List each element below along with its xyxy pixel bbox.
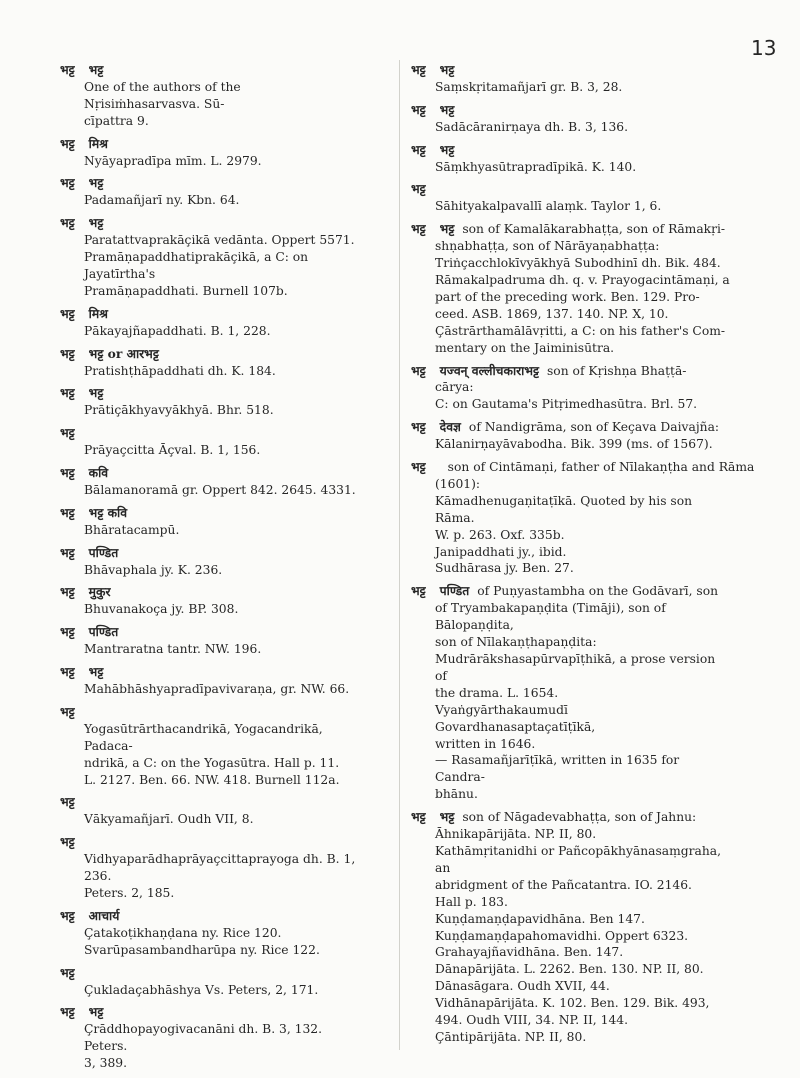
entry-text <box>84 79 360 130</box>
entry-line: Vyaṅgyārthakaumudī Govardhanasaptaçatīṭīkā, <box>435 702 596 734</box>
entry-tag: भट्ट <box>60 504 75 520</box>
entry-text <box>84 811 360 828</box>
entry-inline-text: of Nandigrāma, son of Keçava Daivajña: <box>468 420 720 435</box>
entry-tag: भट्ट <box>60 584 75 600</box>
entry-tag: भट्ट <box>411 221 426 237</box>
entry-heading <box>411 809 731 826</box>
entry-tag: भट्ट <box>60 465 75 481</box>
dictionary-entry <box>60 965 360 999</box>
entry-line: Bhāratacampū. <box>84 522 180 537</box>
entry-tag: भट्ट <box>60 544 75 560</box>
entry-line: of Tryambakapaṇḍita (Timāji), son of Bālopaṇḍita, <box>435 601 666 633</box>
page-number: 13 <box>751 36 777 60</box>
entry-heading <box>60 704 360 721</box>
dictionary-entry <box>411 583 731 803</box>
entry-text <box>84 232 360 300</box>
entry-tag: भट्ट <box>411 809 426 825</box>
entry-line: Sadācāranirṇaya dh. B. 3, 136. <box>435 119 629 134</box>
entry-line: Pākayajñapaddhati. B. 1, 228. <box>84 323 271 338</box>
entry-line: W. p. 263. Oxf. 335b. <box>435 527 565 542</box>
entry-line: abridgment of the Pañcatantra. IO. 2146. <box>435 877 692 892</box>
entry-heading <box>60 505 360 522</box>
entry-headword: भट्ट <box>439 809 455 825</box>
entry-tag: भट्ट <box>60 1004 75 1020</box>
entry-tag: भट्ट <box>411 362 426 378</box>
entry-tag: भट्ट <box>411 419 426 435</box>
dictionary-entry <box>60 834 360 902</box>
entry-heading <box>60 624 360 641</box>
entry-tag: भट्ट <box>411 583 426 599</box>
entry-text <box>435 79 731 96</box>
entry-tag: भट्ट <box>60 305 75 321</box>
entry-heading <box>60 584 360 601</box>
entry-line: Sāṃkhyasūtrapradīpikā. K. 140. <box>435 159 637 174</box>
entry-line: shṇabhaṭṭa, son of Nārāyaṇabhaṭṭa: <box>435 239 660 254</box>
entry-text <box>84 681 360 698</box>
entry-heading <box>60 465 360 482</box>
entry-inline-text: son of Cintāmaṇi, father of Nīlakaṇṭha and Rāma <box>447 460 755 475</box>
entry-line: the drama. L. 1654. <box>435 685 559 700</box>
entry-text <box>435 436 731 453</box>
entry-line: Sāhityakalpavallī alaṃk. Taylor 1, 6. <box>435 199 662 214</box>
entry-heading <box>60 664 360 681</box>
entry-text <box>84 925 360 959</box>
entry-line: Pramāṇapaddhatiprakāçikā, a C: on Jayatīrtha's <box>84 250 309 281</box>
entry-heading <box>60 425 360 442</box>
entry-heading <box>60 306 360 323</box>
entry-inline-text: son of Kṛishṇa Bhaṭṭā- <box>547 363 687 378</box>
dictionary-entry <box>60 385 360 419</box>
entry-line: part of the preceding work. Ben. 129. Pro- <box>435 289 700 304</box>
dictionary-entry <box>60 175 360 209</box>
dictionary-entry <box>60 624 360 658</box>
entry-tag: भट्ट <box>60 794 75 810</box>
entry-inline-text: of Puṇyastambha on the Godāvarī, son <box>477 584 719 599</box>
entry-headword: भट्ट or आरभट्ट <box>88 345 159 361</box>
dictionary-entry <box>60 794 360 828</box>
dictionary-entry <box>60 908 360 959</box>
dictionary-entry <box>411 142 731 176</box>
entry-line: cīpattra 9. <box>84 113 149 128</box>
entry-tag: भट्ट <box>411 101 426 117</box>
entry-tag: भट्ट <box>60 215 75 231</box>
entry-text <box>84 562 360 579</box>
entry-tag: भट्ट <box>60 907 75 923</box>
entry-line: Triṅçacchlokīvyākhyā Subodhinī dh. Bik. 484. <box>435 256 721 271</box>
entry-line: Kathāmṛitanidhi or Pañcopākhyānasaṃgraha, an <box>435 843 722 875</box>
entry-line: Vidhyaparādhaprāyaçcittaprayoga dh. B. 1, 236. <box>84 852 356 884</box>
entry-heading <box>60 136 360 153</box>
entry-text <box>84 482 360 499</box>
dictionary-entry <box>60 664 360 698</box>
entry-tag: भट्ट <box>411 181 426 197</box>
entry-headword: पण्डित <box>88 544 119 560</box>
entry-line: Çatakoṭikhaṇḍana ny. Rice 120. <box>84 925 282 940</box>
dictionary-entry <box>60 704 360 789</box>
entry-headword: भट्ट <box>88 62 104 77</box>
dictionary-entry <box>411 181 731 215</box>
entry-heading <box>411 221 731 238</box>
entry-heading <box>411 181 731 198</box>
entry-tag: भट्ट <box>60 664 75 680</box>
entry-tag: भट्ट <box>60 425 75 441</box>
entry-text <box>84 1021 360 1072</box>
entry-line: Dānapārijāta. L. 2262. Ben. 130. NP. II, 80. <box>435 962 704 977</box>
entry-text <box>84 641 360 658</box>
entry-heading <box>60 175 360 192</box>
entry-heading <box>60 794 360 811</box>
entry-line: mentary on the Jaiminisūtra. <box>435 340 615 355</box>
entry-text <box>435 600 731 803</box>
entry-headword: भट्ट <box>88 1004 104 1020</box>
entry-text <box>84 153 360 170</box>
entry-tag: भट्ट <box>60 175 75 191</box>
entry-line: Janipaddhati jy., ibid. <box>435 544 567 559</box>
entry-headword: भट्ट <box>88 385 104 401</box>
dictionary-entry <box>60 306 360 340</box>
entry-heading <box>60 834 360 851</box>
entry-heading <box>411 419 731 436</box>
entry-inline-text: son of Nāgadevabhaṭṭa, son of Jahnu: <box>462 810 697 825</box>
dictionary-entry <box>60 465 360 499</box>
entry-text <box>84 363 360 380</box>
entry-headword: भट्ट <box>88 664 104 680</box>
entry-text <box>84 442 360 459</box>
entry-headword: कवि <box>88 465 109 481</box>
entry-line: Çāstrārthamālāvṛitti, a C: on his father's Com- <box>435 323 726 338</box>
entry-line: 3, 389. <box>84 1056 128 1071</box>
entry-line: Rāmakalpadruma dh. q. v. Prayogacintāmaṇi, a <box>435 272 730 287</box>
entry-line: Bhuvanakoça jy. BP. 308. <box>84 602 239 617</box>
entry-text <box>84 851 360 902</box>
dictionary-entry <box>411 419 731 453</box>
entry-headword: यज्वन् वल्लीचकाराभट्ट <box>439 362 539 378</box>
entry-text <box>84 192 360 209</box>
dictionary-entry <box>60 1004 360 1072</box>
entry-heading <box>60 346 360 363</box>
dictionary-entry <box>60 425 360 459</box>
entry-line: Hall p. 183. <box>435 894 508 909</box>
entry-line: Pratishṭhāpaddhati dh. K. 184. <box>84 363 276 378</box>
entry-tag: भट्ट <box>60 385 75 401</box>
entry-headword: भट्ट <box>439 221 455 237</box>
entry-line: Pramāṇapaddhati. Burnell 107b. <box>84 283 288 298</box>
entry-line: Saṃskṛitamañjarī gr. B. 3, 28. <box>435 79 623 94</box>
entry-heading <box>411 142 731 159</box>
entry-line: 494. Oudh VIII, 34. NP. II, 144. <box>435 1013 628 1028</box>
dictionary-entry <box>411 62 731 96</box>
entry-tag: भट्ट <box>60 834 75 850</box>
entry-line: cārya: <box>435 380 474 395</box>
entry-line: Çukladaçabhāshya Vs. Peters, 2, 171. <box>84 982 319 997</box>
entry-line: Padamañjarī ny. Kbn. 64. <box>84 193 240 208</box>
entry-headword: भट्ट <box>88 175 104 191</box>
entry-line: Grahayajñavidhāna. Ben. 147. <box>435 945 624 960</box>
entry-heading <box>60 908 360 925</box>
entry-tag: भट्ट <box>411 141 426 157</box>
entry-text <box>435 826 731 1046</box>
entry-tag: भट्ट <box>60 703 75 719</box>
entry-text <box>84 601 360 618</box>
entry-tag: भट्ट <box>60 345 75 361</box>
entry-line: Paratattvaprakāçikā vedānta. Oppert 5571. <box>84 233 355 248</box>
entry-line: Kuṇḍamaṇḍapavidhāna. Ben 147. <box>435 911 645 926</box>
entry-line: Mantraratna tantr. NW. 196. <box>84 642 262 657</box>
entry-headword: भट्ट <box>439 101 455 117</box>
entry-text <box>84 402 360 419</box>
entry-headword: भट्ट <box>439 141 455 157</box>
column-divider <box>399 60 400 1050</box>
entry-line: Çāntipārijāta. NP. II, 80. <box>435 1029 587 1044</box>
entry-heading <box>60 62 360 79</box>
entry-text <box>84 323 360 340</box>
entry-line: Çrāddhopayogivacanāni dh. B. 3, 132. Peters. <box>84 1022 323 1054</box>
dictionary-entry <box>60 346 360 380</box>
entry-text <box>435 379 731 413</box>
entry-text <box>435 198 731 215</box>
entry-line: L. 2127. Ben. 66. NW. 418. Burnell 112a. <box>84 772 340 787</box>
entry-headword: आचार्य <box>88 907 120 923</box>
entry-headword: पण्डित <box>439 583 470 599</box>
entry-tag: भट्ट <box>411 62 426 77</box>
entry-line: (1601): <box>435 476 481 491</box>
dictionary-entry <box>60 62 360 130</box>
entry-line: Nyāyapradīpa mīm. L. 2979. <box>84 153 262 168</box>
entry-line: bhānu. <box>435 787 478 802</box>
dictionary-entry <box>60 505 360 539</box>
entry-headword: भट्ट कवि <box>88 504 128 520</box>
dictionary-entry <box>60 215 360 300</box>
entry-line: One of the authors of the Nṛisiṁhasarvasva. Sū- <box>84 79 241 111</box>
left-column <box>60 62 360 1078</box>
dictionary-entry <box>411 221 731 356</box>
entry-headword: मुकुर <box>88 584 111 600</box>
entry-text <box>435 119 731 136</box>
entry-heading <box>411 459 755 476</box>
entry-line: Mudrārākshasapūrvapīṭhikā, a prose version of <box>435 652 716 683</box>
entry-heading <box>411 102 731 119</box>
entry-headword: देवज्ञ <box>439 419 461 435</box>
entry-line: Kālanirṇayāvabodha. Bik. 399 (ms. of 1567). <box>435 437 713 452</box>
entry-inline-text: son of Kamalākarabhaṭṭa, son of Rāmakṛi- <box>462 222 726 237</box>
entry-line: written in 1646. <box>435 736 536 751</box>
entry-line: son of Nīlakaṇṭhapaṇḍita: <box>435 635 597 650</box>
entry-headword: मिश्र <box>88 135 108 151</box>
entry-headword: मिश्र <box>88 305 108 321</box>
entry-headword: भट्ट <box>439 62 455 77</box>
entry-text <box>84 982 360 999</box>
entry-line: ceed. ASB. 1869, 137. 140. NP. X, 10. <box>435 306 669 321</box>
dictionary-entry <box>60 584 360 618</box>
entry-line: Kāmadhenugaṇitaṭīkā. Quoted by his son Rāma. <box>435 493 693 525</box>
entry-text <box>84 721 360 789</box>
dictionary-entry <box>411 363 731 414</box>
entry-tag: भट्ट <box>60 135 75 151</box>
entry-heading <box>411 363 731 380</box>
entry-text <box>435 476 731 577</box>
entry-line: — Rasamañjarīṭīkā, written in 1635 for Candra- <box>435 753 680 785</box>
entry-tag: भट्ट <box>411 459 426 475</box>
entry-line: Peters. 2, 185. <box>84 885 175 900</box>
entry-line: Svarūpasambandharūpa ny. Rice 122. <box>84 942 320 957</box>
entry-line: Prātiçākhyavyākhyā. Bhr. 518. <box>84 403 274 418</box>
entry-heading <box>60 215 360 232</box>
entry-line: Āhnikapārijāta. NP. II, 80. <box>435 827 597 842</box>
entry-text <box>435 159 731 176</box>
entry-heading <box>60 1004 360 1021</box>
entry-line: ndrikā, a C: on the Yogasūtra. Hall p. 11. <box>84 755 340 770</box>
entry-line: Prāyaçcitta Āçval. B. 1, 156. <box>84 443 261 458</box>
entry-line: Sudhārasa jy. Ben. 27. <box>435 561 574 576</box>
entry-line: Bhāvaphala jy. K. 236. <box>84 562 223 577</box>
dictionary-entry <box>411 809 731 1046</box>
dictionary-entry <box>411 459 755 577</box>
entry-tag: भट्ट <box>60 62 75 77</box>
entry-heading <box>60 385 360 402</box>
entry-line: Dānasāgara. Oudh XVII, 44. <box>435 979 610 994</box>
entry-heading <box>60 965 360 982</box>
dictionary-entry <box>60 136 360 170</box>
entry-heading <box>60 545 360 562</box>
entry-line: Bālamanoramā gr. Oppert 842. 2645. 4331. <box>84 482 356 497</box>
entry-text <box>435 238 731 356</box>
dictionary-entry <box>411 102 731 136</box>
entry-tag: भट्ट <box>60 964 75 980</box>
entry-line: C: on Gautama's Pitṛimedhasūtra. Brl. 57. <box>435 397 698 412</box>
entry-line: Kuṇḍamaṇḍapahomavidhi. Oppert 6323. <box>435 928 689 943</box>
entry-heading <box>411 583 731 600</box>
entry-headword: भट्ट <box>88 215 104 231</box>
entry-heading <box>411 62 731 79</box>
entry-tag: भट्ट <box>60 624 75 640</box>
dictionary-entry <box>60 545 360 579</box>
entry-line: Vidhānapārijāta. K. 102. Ben. 129. Bik. 493, <box>435 996 710 1011</box>
entry-headword: पण्डित <box>88 624 119 640</box>
entry-line: Vākyamañjarī. Oudh VII, 8. <box>84 812 254 827</box>
entry-line: Yogasūtrārthacandrikā, Yogacandrikā, Padaca- <box>84 721 323 753</box>
right-column <box>411 62 755 1052</box>
entry-line: Mahābhāshyapradīpavivaraṇa, gr. NW. 66. <box>84 682 350 696</box>
entry-text <box>84 522 360 539</box>
